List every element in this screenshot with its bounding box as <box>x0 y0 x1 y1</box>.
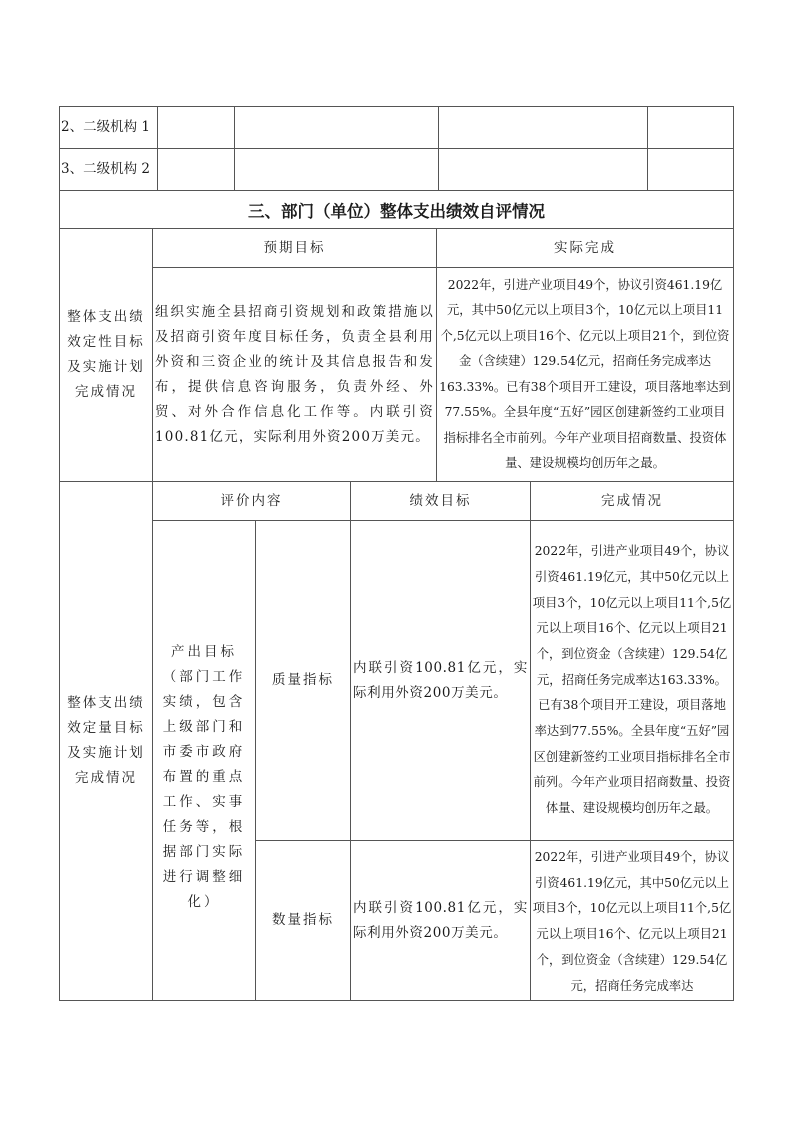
indicator-quantity-name: 数量指标 <box>272 912 334 928</box>
section-title-cell <box>59 190 734 229</box>
org-row-2-label: 3、二级机构 2 <box>61 161 150 177</box>
section-title: 三、部门（单位）整体支出绩效自评情况 <box>248 201 545 221</box>
expected-goal-header <box>152 228 437 268</box>
performance-target-header-text: 绩效目标 <box>409 492 472 509</box>
completion-status-header-text: 完成情况 <box>601 492 663 509</box>
indicator-quality-name: 质量指标 <box>272 672 334 688</box>
qualitative-row-label-cell <box>59 228 153 482</box>
org-row-2-label-cell <box>59 148 158 191</box>
quantitative-row-label: 整体支出绩效定量目标及实施计划完成情况 <box>67 695 145 786</box>
indicator-quality-target-cell <box>350 520 531 841</box>
output-goal-category: 产出目标（部门工作实绩，包含上级部门和市委市政府布置的重点工作、实事任务等，根据部门实际进行调整细化） <box>162 644 246 910</box>
indicator-quantity-name-cell <box>255 840 351 1001</box>
actual-completion-header-text: 实际完成 <box>554 239 616 256</box>
actual-completion-header <box>436 228 734 268</box>
org-row-2-col-4 <box>438 148 648 191</box>
indicator-quantity-target: 内联引资100.81亿元，实际利用外资200万美元。 <box>353 899 528 941</box>
org-row-1-col-4 <box>438 106 648 149</box>
indicator-quantity-target-cell <box>350 840 531 1001</box>
qualitative-row-label: 整体支出绩效定性目标及实施计划完成情况 <box>67 309 145 400</box>
expected-goal-header-text: 预期目标 <box>263 239 326 256</box>
indicator-quality-target: 内联引资100.81亿元，实际利用外资200万美元。 <box>353 659 528 701</box>
expected-goal-text: 组织实施全县招商引资规划和政策措施以及招商引资年度目标任务，负责全县利用外资和三资企业的统计及其信息报告和发布，提供信息咨询服务，负责外经、外贸、对外合作信息化工作等。内联引资100.81亿元，实际利用外资200万美元。 <box>155 303 434 445</box>
indicator-quality-status-cell <box>530 520 734 841</box>
expected-goal-cell <box>152 267 437 482</box>
eval-content-header <box>152 481 351 521</box>
org-row-1-label-cell <box>59 106 158 149</box>
quantitative-row-label-cell <box>59 481 153 1001</box>
performance-target-header <box>350 481 531 521</box>
org-row-1-col-2 <box>157 106 235 149</box>
eval-content-header-text: 评价内容 <box>220 492 283 509</box>
indicator-quality-status: 2022年，引进产业项目49个，协议引资461.19亿元，其中50亿元以上项目3个，10亿元以上项目11个,5亿元以上项目16个、亿元以上项目21个，到位资金（含续建）129.54亿元，招商任务完成率达163.33%。已有38个项目开工建设，项目落地率达到77.55%。全县年度“五好”园区创建新签约工业项目指标排名全市前列。今年产业项目招商数量、投资体量、建设规模均创历年之最。 <box>532 544 732 816</box>
actual-completion-text: 2022年，引进产业项目49个，协议引资461.19亿元，其中50亿元以上项目3个，10亿元以上项目11个,5亿元以上项目16个、亿元以上项目21个，到位资金（含续建）129.54亿元，招商任务完成率达163.33%。已有38个项目开工建设，项目落地率达到77.55%。全县年度“五好”园区创建新签约工业项目指标排名全市前列。今年产业项目招商数量、投资体量、建设规模均创历年之最。 <box>439 277 731 470</box>
org-row-2-col-3 <box>234 148 439 191</box>
org-row-1-label: 2、二级机构 1 <box>61 119 150 135</box>
indicator-quantity-status-cell <box>530 840 734 1001</box>
completion-status-header <box>530 481 734 521</box>
indicator-quality-name-cell <box>255 520 351 841</box>
org-row-2-col-2 <box>157 148 235 191</box>
org-row-2-col-5 <box>647 148 734 191</box>
org-row-1-col-3 <box>234 106 439 149</box>
output-goal-category-cell <box>152 520 256 1001</box>
indicator-quantity-status: 2022年，引进产业项目49个，协议引资461.19亿元，其中50亿元以上项目3个，10亿元以上项目11个,5亿元以上项目16个、亿元以上项目21个，到位资金（含续建）129.54亿元，招商任务完成率达 <box>532 850 732 993</box>
org-row-1-col-5 <box>647 106 734 149</box>
actual-completion-cell <box>436 267 734 482</box>
